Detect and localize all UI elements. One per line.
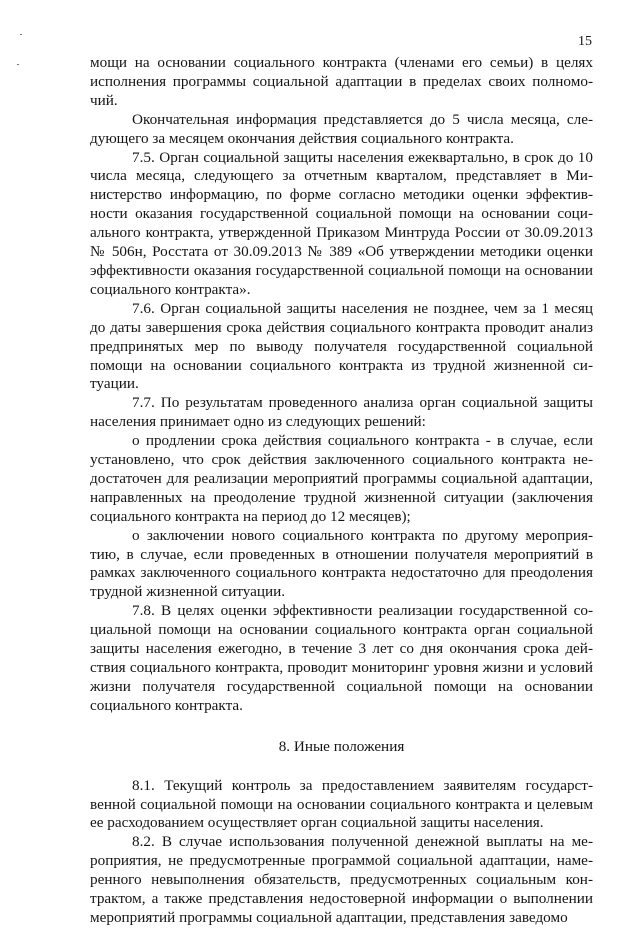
paragraph-option-new: о заключении нового социального контракта по другому мероприятию, в случае, если проведенных в отношении получателя мероприятий в рамках заключенного социального контракта недостаточно для преодоления трудной жизненной ситуации.: [90, 526, 593, 601]
paragraph-option-extend: о продлении срока действия социального контракта - в случае, если установлено, что срок действия заключенного социального контракта недостаточен для реализации мероприятий программы социальной адаптации, направленных на преодоление трудной жизненной ситуации (заключения социального контракта на период до 12 месяцев);: [90, 432, 593, 525]
paragraph-7-8: 7.8. В целях оценки эффективности реализации государственной социальной помощи на основании социального контракта орган социальной защиты населения ежегодно, в течение 3 лет со дня окончания срока действия социального контракта, проводит мониторинг уровня жизни и условий жизни получателя государственной социальной помощи на основании социального контракта.: [90, 602, 593, 714]
page-number: 15: [578, 34, 592, 49]
section-heading: 8. Иные положения: [278, 737, 405, 755]
paragraph-7-6: 7.6. Орган социальной защиты населения не позднее, чем за 1 месяц до даты завершения срока действия социального контракта проводит анализ предпринятых мер по выводу получателя государственной социальной помощи на основании социального контракта из трудной жизненной ситуации.: [90, 299, 593, 393]
document-body: [90, 54, 593, 928]
paragraph: Окончательная информация представляется до 5 числа месяца, следующего за месяцем окончания действия социального контракта.: [90, 110, 593, 147]
scan-speck: [20, 34, 22, 35]
paragraph-8-1: 8.1. Текущий контроль за предоставлением заявителям государственной социальной помощи на основании социального контракта и целевым ее расходованием осуществляет орган социальной защиты населения.: [90, 776, 593, 832]
paragraph: мощи на основании социального контракта (членами его семьи) в целях исполнения программы социальной адаптации в пределах своих полномочий.: [90, 54, 593, 109]
paragraph-7-5: 7.5. Орган социальной защиты населения ежеквартально, в срок до 10 числа месяца, следующего за отчетным кварталом, представляет в Министерство информацию, по форме согласно методики оценки эффективности оказания государственной социальной помощи на основании социального контракта, утвержденной Приказом Минтруда России от 30.09.2013 № 506н, Росстата от 30.09.2013 № 389 «Об утверждении методики оценки эффективности оказания государственной социальной помощи на основании социального контракта».: [90, 148, 593, 298]
paragraph-7-7: 7.7. По результатам проведенного анализа орган социальной защиты населения принимает одно из следующих решений:: [90, 394, 593, 431]
scan-speck: [17, 64, 19, 65]
paragraph-8-2: 8.2. В случае использования полученной денежной выплаты на мероприятия, не предусмотренные программой социальной адаптации, намеренного невыполнения обязательств, предусмотренных социальным контрактом, а также представления недостоверной информации о выполнении мероприятий программы социальной адаптации, представления заведомо: [90, 833, 593, 926]
